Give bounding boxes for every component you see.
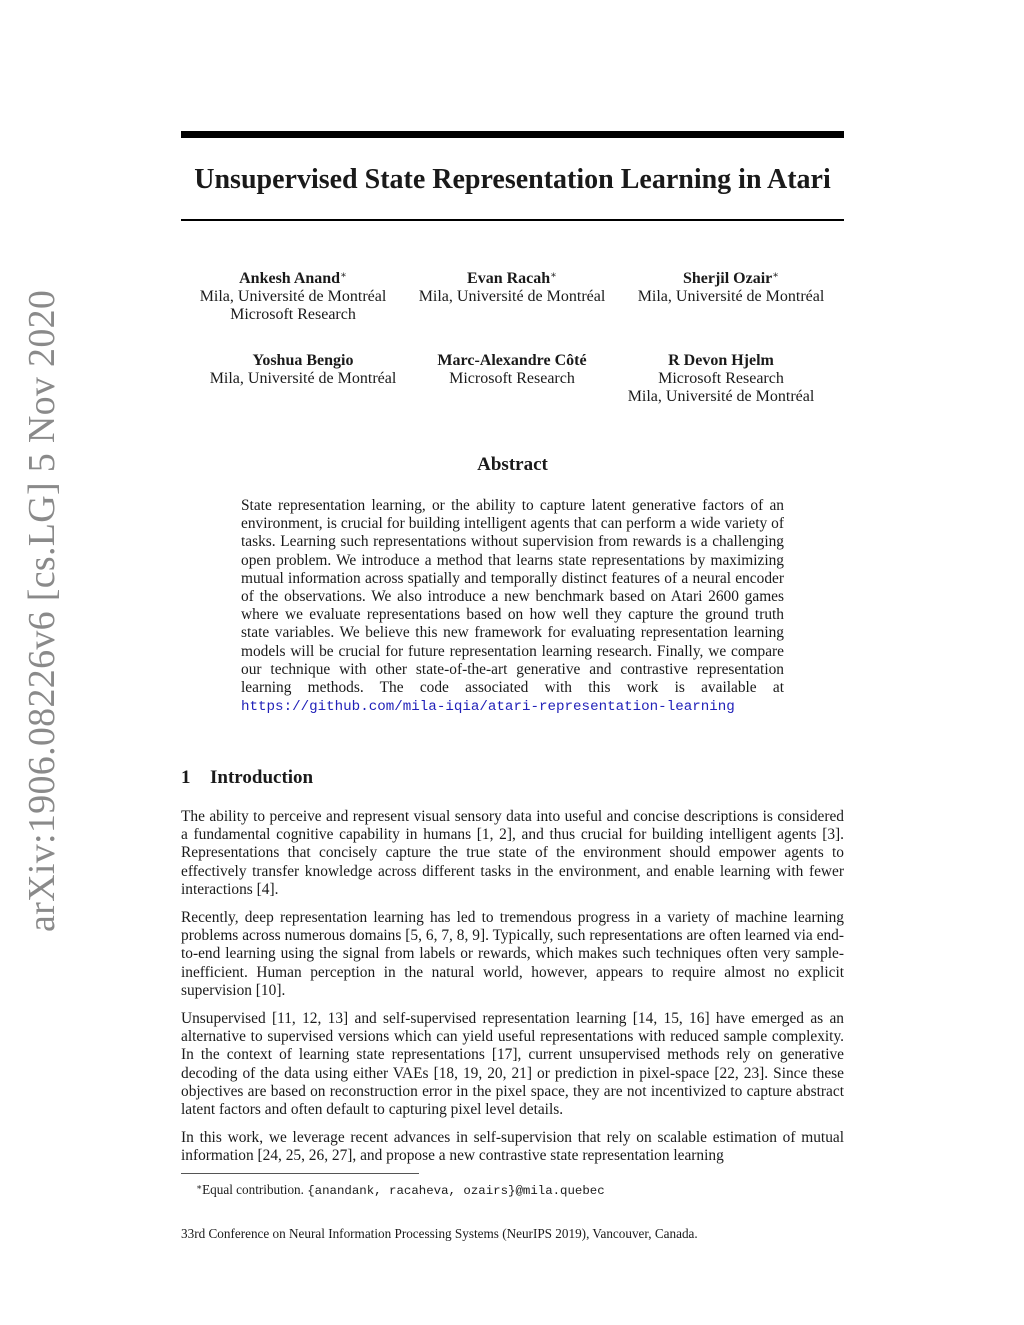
section-number: 1 <box>181 767 191 788</box>
author-block <box>402 267 622 306</box>
introduction-body <box>181 808 844 1176</box>
footnote-emails: {anandank, racaheva, ozairs}@mila.quebec <box>307 1184 605 1198</box>
code-repository-link[interactable]: https://github.com/mila-iqia/atari-representation-learning <box>241 699 735 716</box>
author-affiliation: Microsoft Research <box>230 306 356 323</box>
author-name: Marc-Alexandre Côté <box>437 352 587 369</box>
author-affiliation: Mila, Université de Montréal <box>199 288 387 305</box>
author-affiliation: Mila, Université de Montréal <box>209 370 397 387</box>
abstract-text: State representation learning, or the ability to capture latent generative factors of an environment, is crucial for building intelligent agents that can perform a wide variety of tasks. Learning such representations without supervision from rewards is a challenging open problem. We introduce a method that learns state representations by maximizing mutual information across spatially and temporally distinct features of a neural encoder of the observations. We also introduce a new benchmark based on Atari 2600 games where we evaluate representations based on how well they capture the ground truth state variables. We believe this new framework for evaluating representation learning models will be crucial for future representation learning research. Finally, we compare our technique with other state-of-the-art generative and contrastive representation learning methods. The code associated with this work is available at <box>241 497 784 697</box>
author-block <box>193 352 413 388</box>
body-paragraph: The ability to perceive and represent visual sensory data into useful and concise descriptions is considered a fundamental cognitive capability in humans [1, 2], and thus crucial for building intelligent agents [3]. Representations that concisely capture the true state of the environment should empower agents to effectively transfer knowledge across different tasks in the environment, and enable learning with fewer interactions [4]. <box>181 808 844 898</box>
section-heading-introduction <box>181 767 844 789</box>
paper-title: Unsupervised State Representation Learning in Atari <box>194 164 831 195</box>
equal-contribution-mark: ∗ <box>550 270 557 281</box>
author-name: Yoshua Bengio <box>252 352 354 369</box>
footnote-mark: ∗ <box>196 1182 203 1192</box>
abstract-body <box>241 497 784 716</box>
author-affiliation: Mila, Université de Montréal <box>637 288 825 305</box>
footnote-text: Equal contribution. <box>202 1182 304 1197</box>
author-name: Sherjil Ozair <box>682 270 773 287</box>
conference-venue-note: 33rd Conference on Neural Information Processing Systems (NeurIPS 2019), Vancouver, Canada. <box>181 1226 698 1241</box>
author-affiliation: Microsoft Research <box>658 370 784 387</box>
author-affiliation: Microsoft Research <box>449 370 575 387</box>
title-bottom-rule <box>181 219 844 221</box>
body-paragraph: Recently, deep representation learning has led to tremendous progress in a variety of machine learning problems across numerous domains [5, 6, 7, 8, 9]. Typically, such representations are often learned via end-to-end learning using the signal from labels or rewards, which makes such techniques often very sample-inefficient. Human perception in the natural world, however, appears to require almost no explicit supervision [10]. <box>181 909 844 999</box>
author-affiliation: Mila, Université de Montréal <box>418 288 606 305</box>
author-block <box>611 352 831 406</box>
title-top-rule <box>181 131 844 138</box>
section-title: Introduction <box>210 767 314 788</box>
author-name: Ankesh Anand <box>239 270 341 287</box>
equal-contribution-mark: ∗ <box>772 270 780 281</box>
arxiv-identifier-stamp: arXiv:1906.08226v6 [cs.LG] 5 Nov 2020 <box>21 289 63 932</box>
author-name: Evan Racah <box>467 270 551 287</box>
equal-contribution-mark: ∗ <box>340 270 347 281</box>
author-block <box>402 352 622 388</box>
author-name: R Devon Hjelm <box>668 352 774 369</box>
author-block <box>183 267 403 324</box>
body-paragraph: In this work, we leverage recent advances in self-supervision that rely on scalable estimation of mutual information [24, 25, 26, 27], and propose a new contrastive state representation learning <box>181 1129 844 1165</box>
author-affiliation: Mila, Université de Montréal <box>627 388 815 405</box>
abstract-heading: Abstract <box>477 454 548 475</box>
body-paragraph: Unsupervised [11, 12, 13] and self-supervised representation learning [14, 15, 16] have emerged as an alternative to supervised versions which can yield useful representations with reduced sample complexity. In the context of learning state representations [17], current unsupervised methods rely on generative decoding of the data using either VAEs [18, 19, 20, 21] or prediction in pixel-space [22, 23]. Since these objectives are based on reconstruction error in the pixel space, they are not incentivized to capture abstract latent factors and often default to capturing pixel level details. <box>181 1010 844 1119</box>
footnote <box>196 1179 836 1199</box>
author-block <box>621 267 841 306</box>
footnote-rule <box>181 1173 419 1174</box>
